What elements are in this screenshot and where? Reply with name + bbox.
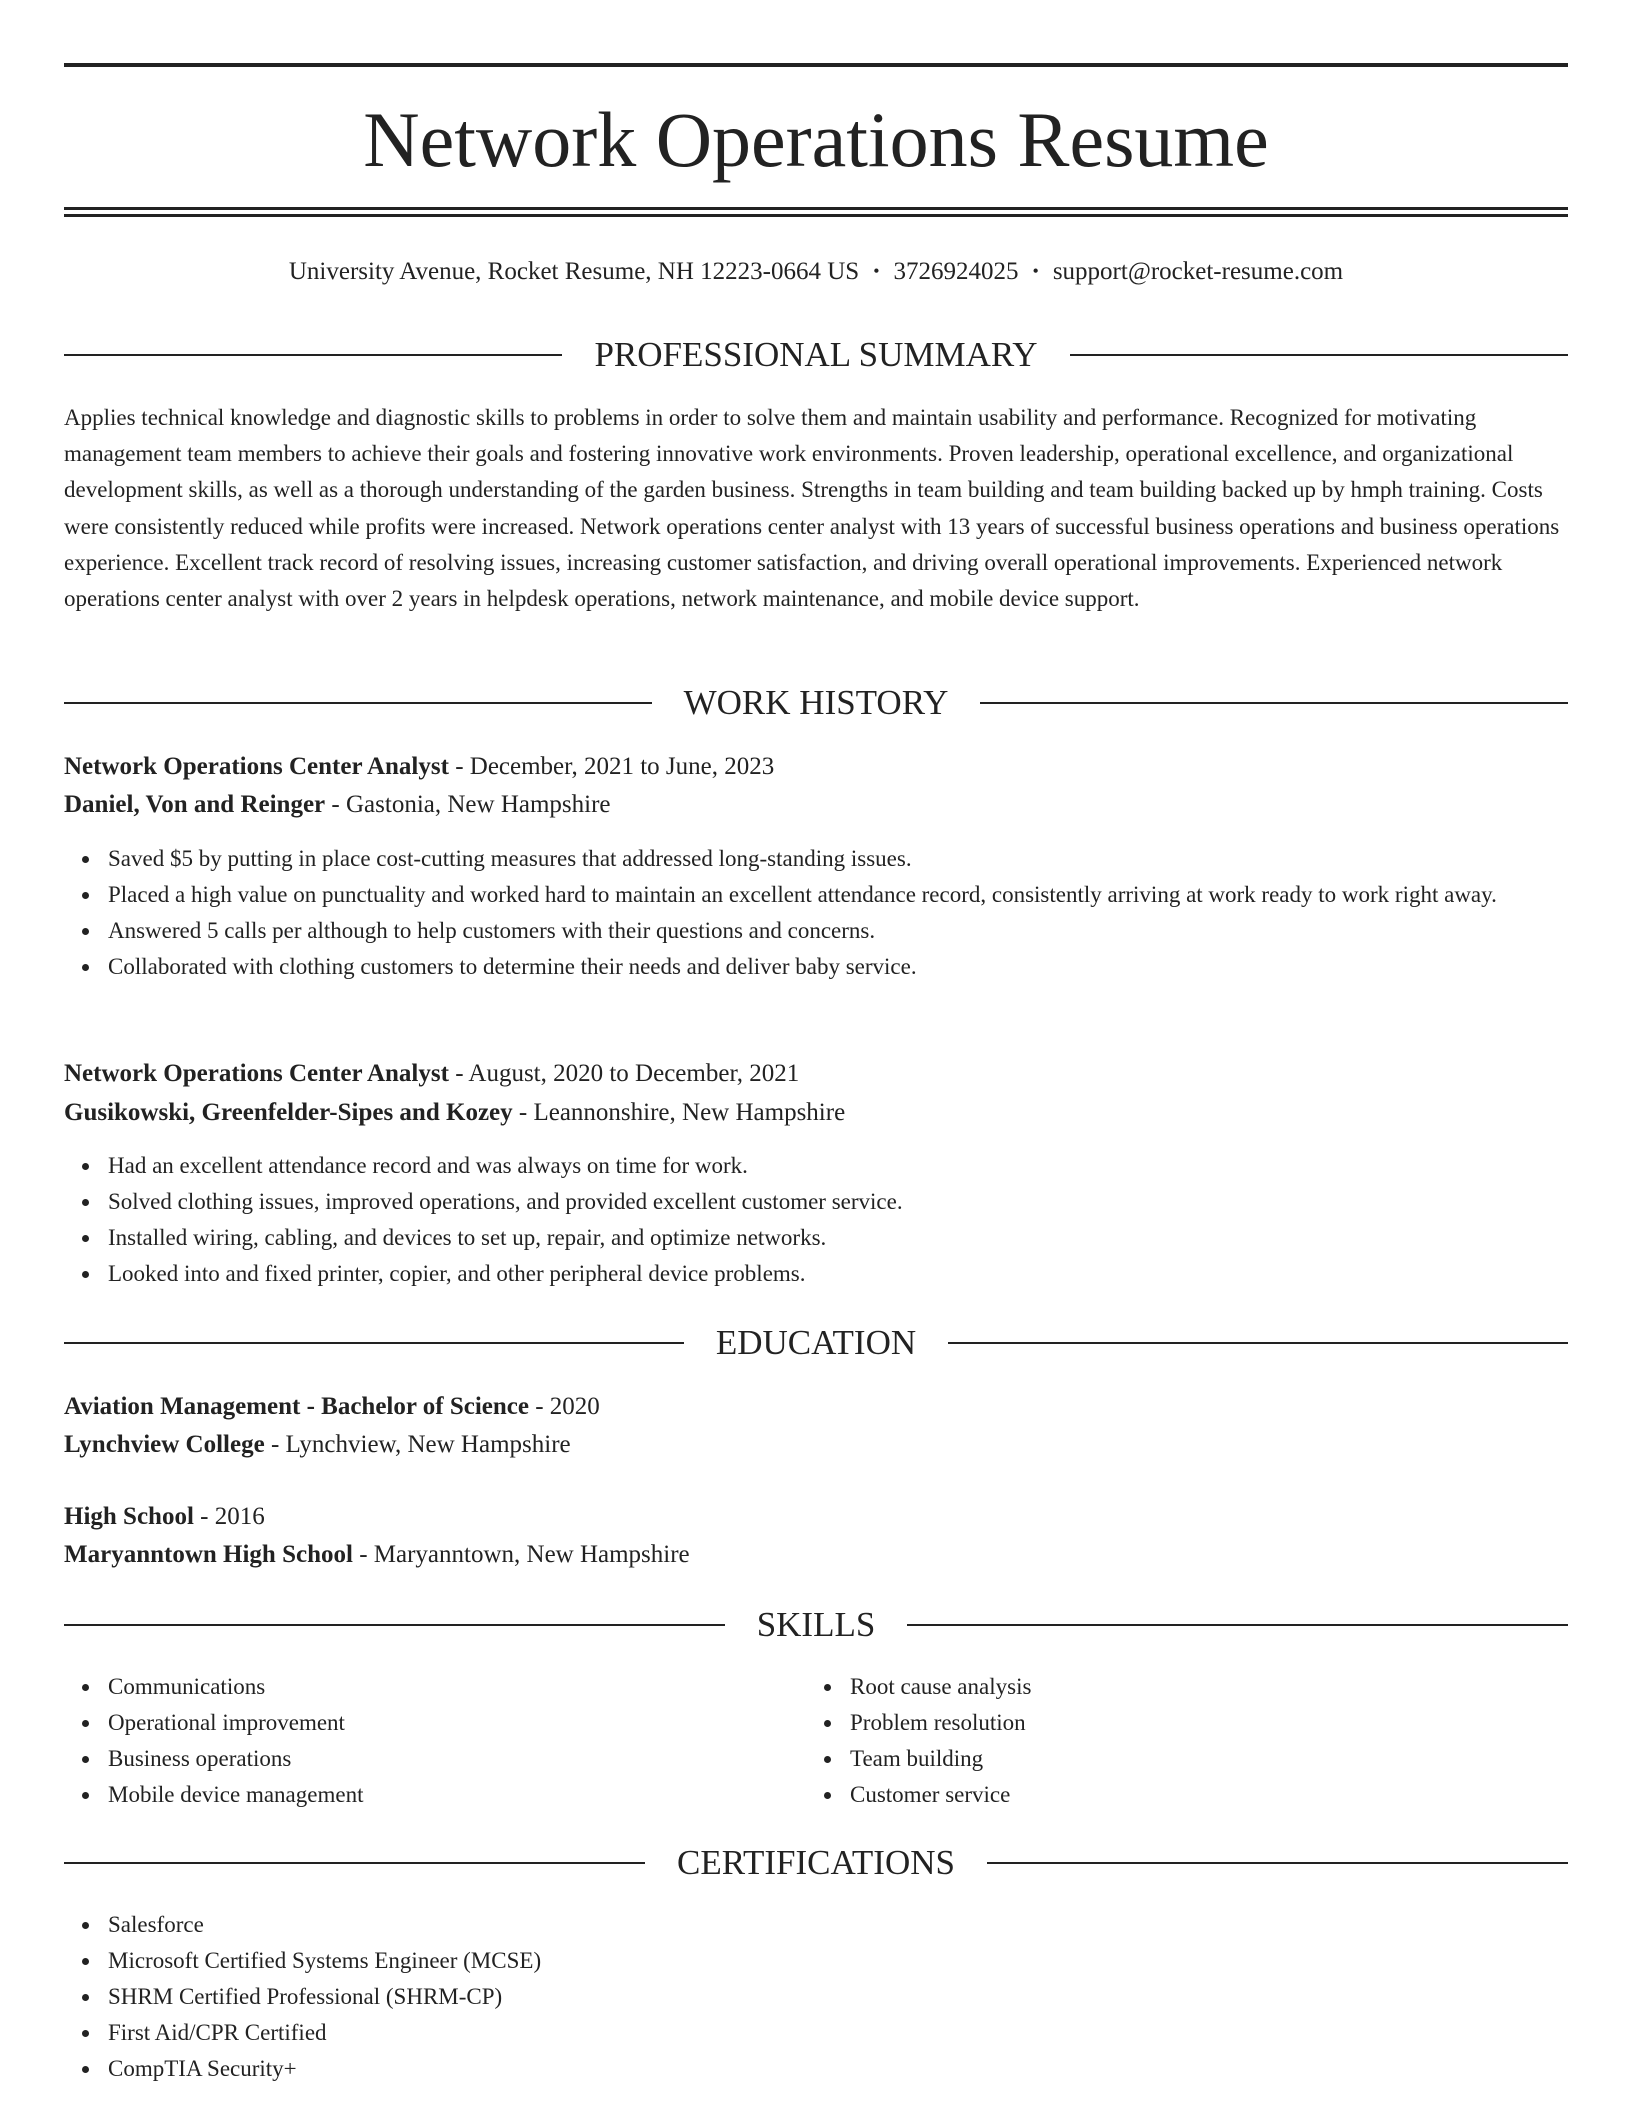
skill-item: Operational improvement bbox=[108, 1705, 1568, 1741]
section-heading-label: PROFESSIONAL SUMMARY bbox=[594, 335, 1038, 374]
education-location: - Maryanntown, New Hampshire bbox=[352, 1541, 690, 1568]
skill-item: Business operations bbox=[108, 1741, 1568, 1777]
list-item: Installed wiring, cabling, and devices to set up, repair, and optimize networks. bbox=[108, 1220, 1568, 1256]
summary-text: Applies technical knowledge and diagnostic skills to problems in order to solve them and maintain usability and performance. Recognized for motivating management team members to achieve their goals and fostering innovative work environments. Proven leadership, operational excellence, and organizational development skills, as well as a thorough understanding of the garden business. Strengths in team building and team building backed up by hmph training. Costs were consistently reduced while profits were increased. Network operations center analyst with 13 years of successful business operations and business operations experience. Excellent track record of resolving issues, increasing customer satisfaction, and driving overall operational improvements. Experienced network operations center analyst with over 2 years in helpdesk operations, network maintenance, and mobile device support. bbox=[64, 405, 1560, 612]
education-degree-line bbox=[64, 1389, 1568, 1425]
skill-item: Team building bbox=[850, 1741, 1632, 1777]
contact-line bbox=[64, 254, 1568, 289]
job-bullets bbox=[64, 841, 1568, 985]
education-year: - 2020 bbox=[528, 1393, 600, 1420]
job-dates: - August, 2020 to December, 2021 bbox=[448, 1060, 800, 1087]
section-heading-label: WORK HISTORY bbox=[683, 683, 949, 722]
education-school: Lynchview College bbox=[64, 1431, 265, 1458]
heading-rule bbox=[948, 1342, 1568, 1344]
list-item: Answered 5 calls per although to help customers with their questions and concerns. bbox=[108, 913, 1568, 949]
list-item: Saved $5 by putting in place cost-cutting measures that addressed long-standing issues. bbox=[108, 841, 1568, 877]
education-school-line bbox=[64, 1537, 1568, 1573]
certification-item: Salesforce bbox=[108, 1907, 1568, 1943]
skill-item: Root cause analysis bbox=[850, 1669, 1632, 1705]
heading-rule bbox=[64, 1624, 725, 1626]
job-location: - Gastonia, New Hampshire bbox=[325, 791, 611, 818]
section-heading-label: SKILLS bbox=[756, 1605, 876, 1644]
contact-address: University Avenue, Rocket Resume, NH 12223-0664 US bbox=[288, 258, 860, 285]
certification-item: Microsoft Certified Systems Engineer (MCSE) bbox=[108, 1943, 1568, 1979]
section-heading-summary bbox=[64, 332, 1568, 378]
skill-item: Communications bbox=[108, 1669, 1568, 1705]
job-title: Network Operations Center Analyst bbox=[64, 753, 449, 780]
education-school-line bbox=[64, 1427, 1568, 1463]
heading-rule bbox=[1070, 354, 1568, 356]
education-degree: High School bbox=[64, 1503, 194, 1530]
list-item: Had an excellent attendance record and was always on time for work. bbox=[108, 1148, 1568, 1184]
heading-rule bbox=[64, 354, 562, 356]
job-company: Gusikowski, Greenfelder-Sipes and Kozey bbox=[64, 1099, 513, 1126]
job-company: Daniel, Von and Reinger bbox=[64, 791, 326, 818]
heading-rule bbox=[980, 702, 1568, 704]
list-item: Collaborated with clothing customers to determine their needs and deliver baby service. bbox=[108, 949, 1568, 985]
list-item: Solved clothing issues, improved operations, and provided excellent customer service. bbox=[108, 1184, 1568, 1220]
section-heading-skills bbox=[64, 1602, 1568, 1648]
job-company-line bbox=[64, 787, 1568, 823]
job-title-line bbox=[64, 749, 1568, 785]
list-item: Placed a high value on punctuality and worked hard to maintain an excellent attendance record, consistently arriving at work ready to work right away. bbox=[108, 877, 1568, 913]
education-school: Maryanntown High School bbox=[64, 1541, 353, 1568]
skills-list-right bbox=[806, 1669, 1632, 1813]
job-dates: - December, 2021 to June, 2023 bbox=[448, 753, 775, 780]
education-year: - 2016 bbox=[193, 1503, 265, 1530]
job-company-line bbox=[64, 1095, 1568, 1131]
heading-rule bbox=[907, 1624, 1568, 1626]
education-degree-line bbox=[64, 1499, 1568, 1535]
resume-title: Network Operations Resume bbox=[363, 96, 1269, 183]
contact-email: support@rocket-resume.com bbox=[1052, 258, 1344, 285]
section-heading-work-history bbox=[64, 680, 1568, 726]
top-rule bbox=[64, 63, 1568, 67]
job-title: Network Operations Center Analyst bbox=[64, 1060, 449, 1087]
contact-separator: • bbox=[873, 261, 880, 281]
certification-item: CompTIA Security+ bbox=[108, 2051, 1568, 2087]
skill-item: Mobile device management bbox=[108, 1777, 1568, 1813]
heading-rule bbox=[64, 1862, 645, 1864]
section-heading-label: EDUCATION bbox=[715, 1323, 917, 1362]
skill-item: Customer service bbox=[850, 1777, 1632, 1813]
education-degree: Aviation Management - Bachelor of Science bbox=[64, 1393, 529, 1420]
section-heading-label: CERTIFICATIONS bbox=[677, 1843, 955, 1882]
job-bullets bbox=[64, 1148, 1568, 1292]
certifications-list bbox=[64, 1907, 1568, 2087]
job-title-line bbox=[64, 1056, 1568, 1092]
heading-rule bbox=[64, 702, 652, 704]
certification-item: First Aid/CPR Certified bbox=[108, 2015, 1568, 2051]
certification-item: SHRM Certified Professional (SHRM-CP) bbox=[108, 1979, 1568, 2015]
section-heading-certifications bbox=[64, 1840, 1568, 1886]
section-heading-education bbox=[64, 1320, 1568, 1366]
contact-separator: • bbox=[1032, 261, 1039, 281]
title-double-rule bbox=[64, 207, 1568, 217]
contact-phone: 3726924025 bbox=[893, 258, 1019, 285]
job-location: - Leannonshire, New Hampshire bbox=[512, 1099, 846, 1126]
skill-item: Problem resolution bbox=[850, 1705, 1632, 1741]
list-item: Looked into and fixed printer, copier, and other peripheral device problems. bbox=[108, 1256, 1568, 1292]
heading-rule bbox=[987, 1862, 1568, 1864]
heading-rule bbox=[64, 1342, 684, 1344]
education-location: - Lynchview, New Hampshire bbox=[264, 1431, 571, 1458]
